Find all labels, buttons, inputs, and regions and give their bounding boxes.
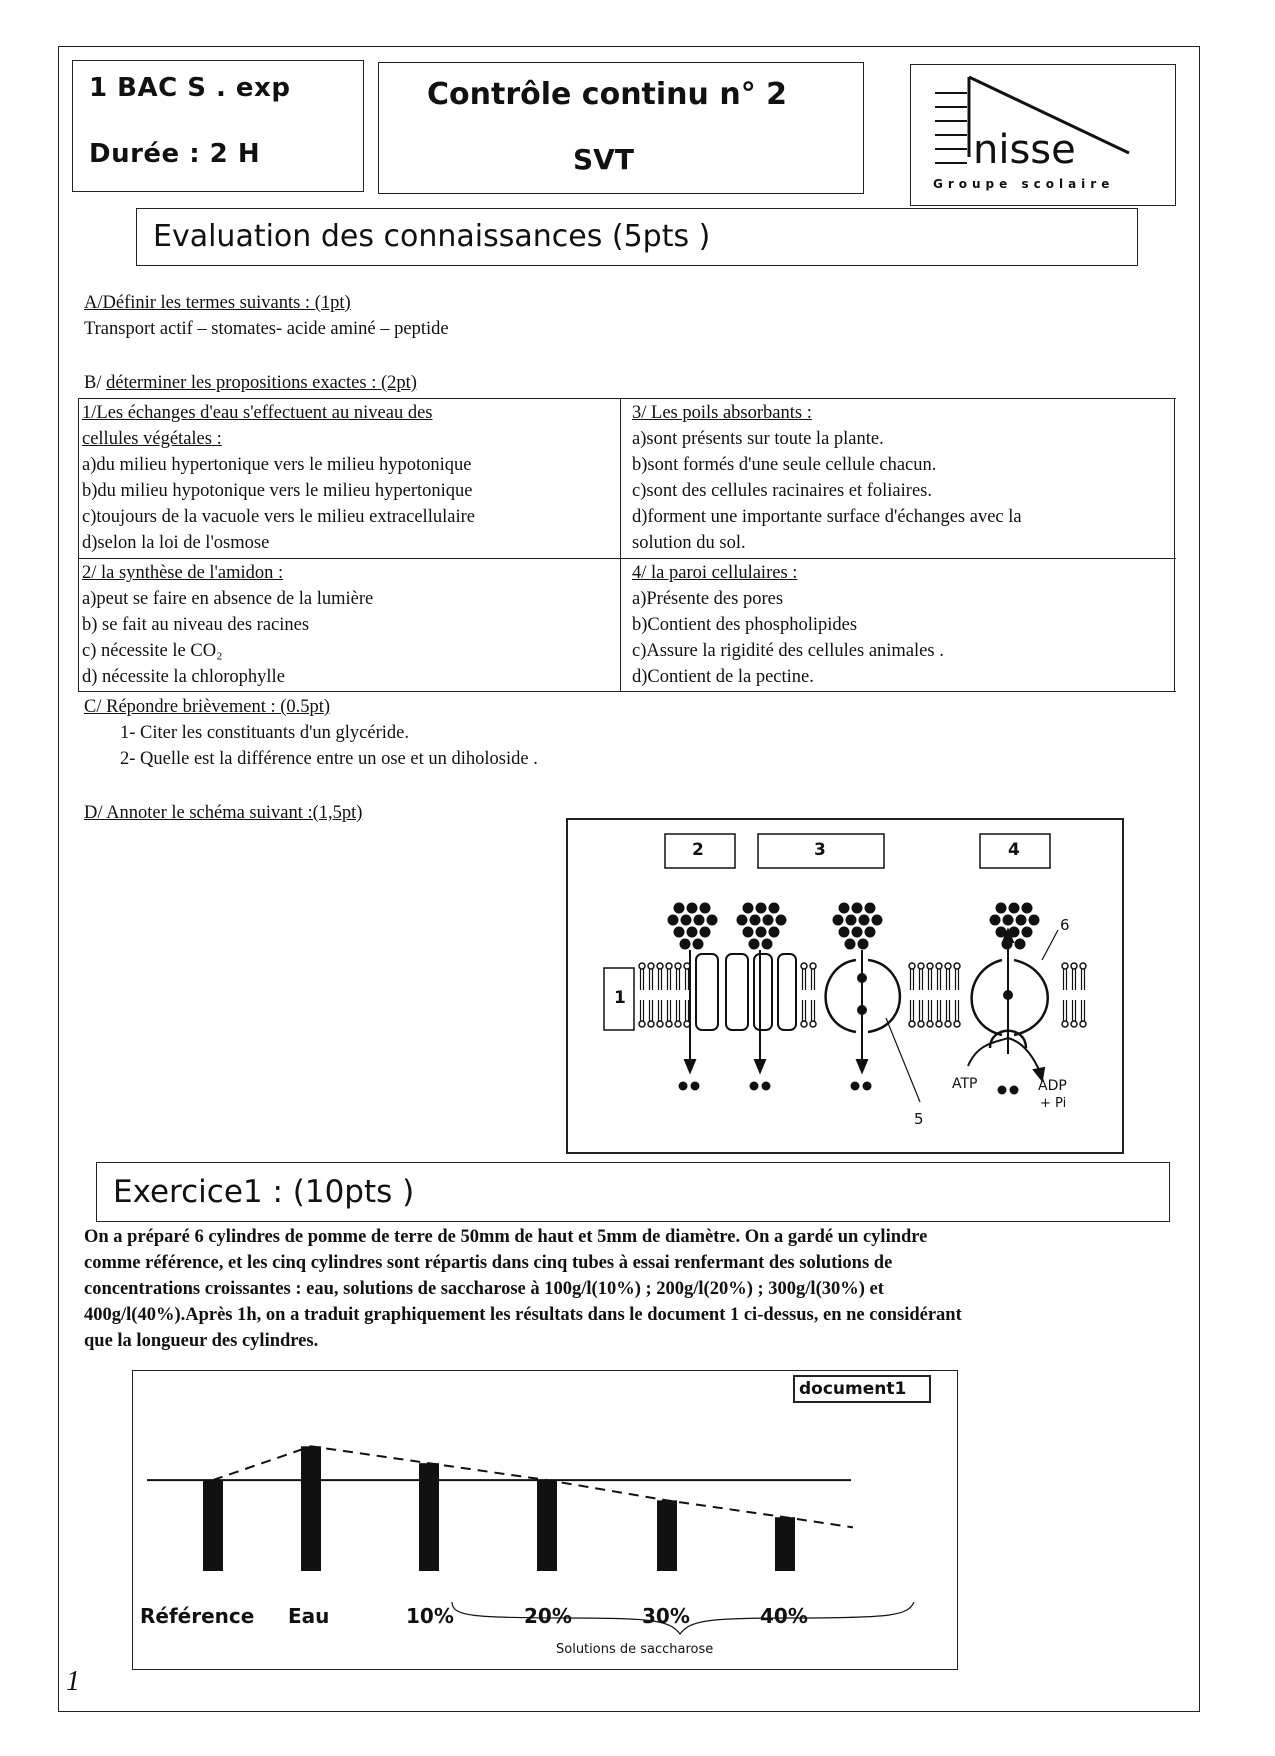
bar-40% [775,1517,795,1571]
list-item: c)Assure la rigidité des cellules animales . [632,641,944,661]
section-c-q1: 1- Citer les constituants d'un glycéride. [120,723,409,743]
header-title-box [378,62,864,194]
membrane-diagram [568,820,1122,1152]
list-item: d)Contient de la pectine. [632,667,814,687]
list-item: d) nécessite la chlorophylle [82,667,285,687]
class-level: 1 BAC S . exp [89,73,291,103]
x-tick-label: 10% [406,1604,454,1628]
list-item: a)Présente des pores [632,589,784,609]
section-d-heading: D/ Annoter le schéma suivant :(1,5pt) [84,803,363,823]
section-c-q2: 2- Quelle est la différence entre un ose et un diholoside . [120,749,538,769]
exam-subject: SVT [573,143,634,176]
logo-name: nisse [973,127,1076,173]
list-item: a)du milieu hypertonique vers le milieu hypotonique [82,455,472,475]
x-tick-label: 30% [642,1604,690,1628]
list-item: solution du sol. [632,533,746,553]
header-class-box [72,60,364,192]
schema-atp: ATP [952,1076,978,1092]
x-tick-label: Eau [288,1604,330,1628]
list-item: b) se fait au niveau des racines [82,615,310,635]
schema-label-3: 3 [814,840,826,860]
bar-Eau [301,1446,321,1571]
list-item: d)forment une importante surface d'échanges avec la [632,507,1022,527]
exercise1-title-box [96,1162,1170,1222]
page-number: 1 [66,1666,80,1697]
section-a-text: Transport actif – stomates- acide aminé – peptide [84,319,449,339]
question-3: 3/ Les poils absorbants : a)sont présents sur toute la plante. b)sont formés d'une seule cellule chacun. c)sont des cellules racinaires et foliaires. d)forment une importante surface d'échanges avec la solution du sol. [632,400,1022,556]
list-item: a)peut se faire en absence de la lumière [82,589,374,609]
list-item: b)sont formés d'une seule cellule chacun. [632,455,937,475]
chart-xlabel: Solutions de saccharose [556,1642,714,1657]
bar-Référence [203,1480,223,1571]
section-b-grid [78,398,1176,692]
bar-30% [657,1500,677,1571]
solutions-brace [450,1600,920,1640]
exam-title: Contrôle continu n° 2 [427,77,788,112]
evaluation-title-box [136,208,1138,266]
list-item: b)Contient des phospholipides [632,615,858,635]
question-4: 4/ la paroi cellulaires : a)Présente des pores b)Contient des phospholipides c)Assure la rigidité des cellules animales . d)Contient de la pectine. [632,560,944,690]
schema-label-6: 6 [1060,916,1070,934]
evaluation-title: Evaluation des connaissances (5pts ) [153,219,711,254]
membrane-schema [566,818,1124,1154]
section-b-heading: B/ déterminer les propositions exactes : (2pt) [84,373,417,393]
exam-duration: Durée : 2 H [89,139,261,169]
schema-label-4: 4 [1008,840,1020,860]
section-c-heading: C/ Répondre brièvement : (0.5pt) [84,697,331,717]
list-item: c)toujours de la vacuole vers le milieu extracellulaire [82,507,475,527]
list-item: c) nécessite le CO₂ [82,641,223,661]
exercise1-paragraph: On a préparé 6 cylindres de pomme de terre de 50mm de haut et 5mm de diamètre. On a gardé un cylindre comme référence, et les cinq cylindres sont répartis dans cinq tubes à essai renfermant des solutions de concentrations croissantes : eau, solutions de saccharose à 100g/l(10%) ; 200g/l(20%) ; 300g/l(30%) et 400g/l(40%).Après 1h, on a traduit graphiquement les résultats dans le document 1 ci-dessus, en ne considérant que la longueur des cylindres. [84,1227,962,1351]
bar-20% [537,1480,557,1571]
list-item: c)sont des cellules racinaires et foliaires. [632,481,932,501]
question-2: 2/ la synthèse de l'amidon : a)peut se faire en absence de la lumière b) se fait au niveau des racines c) nécessite le CO₂ d) nécessite la chlorophylle [82,560,373,690]
schema-label-1: 1 [614,988,626,1008]
schema-label-2: 2 [692,840,704,860]
x-tick-label: 20% [524,1604,572,1628]
list-item: d)selon la loi de l'osmose [82,533,270,553]
schema-adp: ADP [1038,1078,1067,1094]
list-item: b)du milieu hypotonique vers le milieu hypertonique [82,481,473,501]
school-logo-box [910,64,1176,206]
x-tick-label: Référence [140,1604,255,1628]
exercise1-title: Exercice1 : (10pts ) [113,1174,415,1210]
schema-label-5: 5 [914,1110,924,1128]
chart-title: document1 [793,1375,931,1403]
list-item: a)sont présents sur toute la plante. [632,429,884,449]
question-1: 1/Les échanges d'eau s'effectuent au niveau des cellules végétales : a)du milieu hypertonique vers le milieu hypotonique b)du milieu hypotonique vers le milieu hypertonique c)toujours de la vacuole vers le milieu extracellulaire d)selon la loi de l'osmose [82,400,475,556]
x-tick-label: 40% [760,1604,808,1628]
logo-subtitle: Groupe scolaire [933,177,1115,191]
section-a-heading: A/Définir les termes suivants : (1pt) [84,293,351,313]
schema-pi: + Pi [1040,1096,1067,1111]
bar-10% [419,1463,439,1571]
